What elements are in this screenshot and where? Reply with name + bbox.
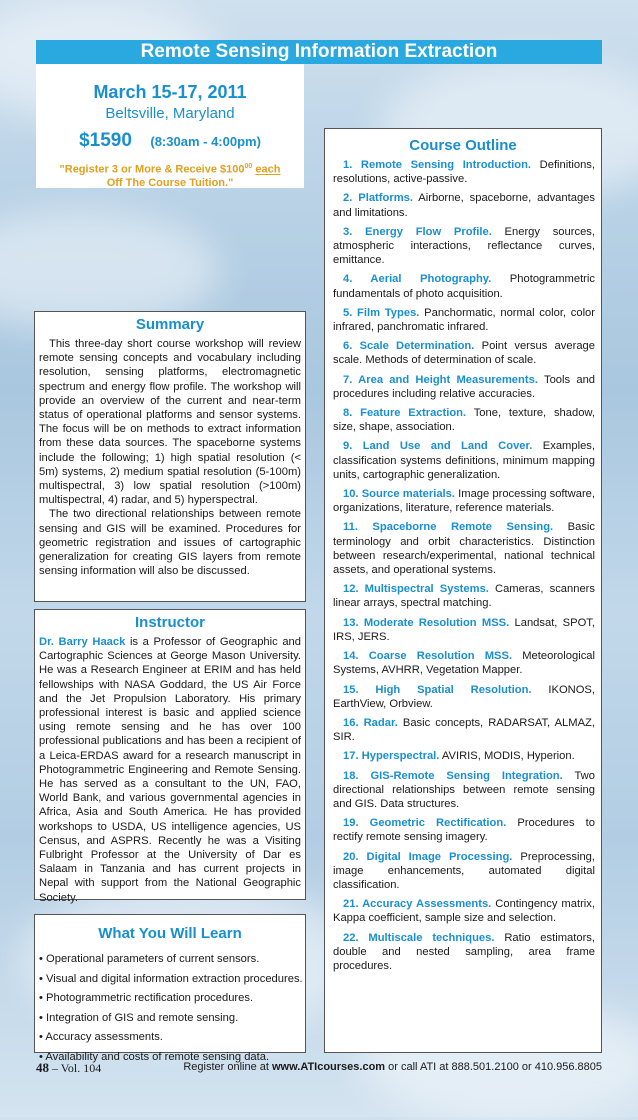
outline-item-desc: Examples, classification systems definitions, minimum mapping units, cartographic generalization.: [333, 440, 595, 481]
outline-item-desc: Image processing software, organizations, literature, reference materials.: [333, 488, 595, 515]
outline-item-title: 19. Geometric Rectification.: [343, 817, 507, 830]
outline-item-desc: Energy sources, atmospheric interactions, reflectance curves, emittance.: [333, 225, 595, 267]
instructor-heading: Instructor: [134, 614, 205, 631]
outline-item-title: 21. Accuracy Assessments.: [343, 898, 492, 911]
page-footer: [36, 1060, 602, 1076]
summary-paragraph: The two directional relationships between remote sensing and GIS will be examined. Procedures for geometric registration and issues of cartographic generalization for creating GIS layers from remote sensing information will also be discussed.: [39, 508, 301, 578]
outline-item-title: 5. Film Types.: [343, 306, 420, 319]
outline-heading: Course Outline: [409, 137, 517, 154]
outline-item-title: 1. Remote Sensing Introduction.: [343, 159, 532, 171]
list-item: [333, 616, 595, 644]
outline-item-title: 4. Aerial Photography.: [343, 273, 492, 286]
promo-line2: Off The Course Tuition.": [106, 176, 234, 189]
list-item: • Availability and costs of remote sensing data.: [39, 1050, 270, 1063]
list-item: [333, 225, 595, 268]
event-time: (8:30am - 4:00pm): [150, 134, 261, 149]
outline-item-title: 14. Coarse Resolution MSS.: [343, 650, 513, 663]
outline-item-title: 10. Source materials.: [343, 488, 455, 501]
summary-heading: Summary: [135, 316, 205, 333]
list-item: • Photogrammetric rectification procedures.: [39, 992, 254, 1004]
list-item: [333, 487, 595, 515]
outline-item-desc: Ratio estimators, double and nested sampling, area frame procedures.: [333, 931, 596, 972]
learn-heading: What You Will Learn: [98, 925, 242, 942]
register-text: Register online at: [183, 1061, 272, 1073]
outline-item-title: 2. Platforms.: [343, 192, 413, 205]
list-item: [333, 749, 595, 763]
instructor-section: [34, 609, 306, 904]
list-item: [333, 931, 595, 974]
outline-item-title: 13. Moderate Resolution MSS.: [343, 616, 510, 629]
page-num: 48: [36, 1060, 49, 1075]
list-item: [333, 582, 595, 610]
outline-item-title: 8. Feature Extraction.: [343, 407, 467, 420]
promo-each: each: [255, 163, 281, 176]
outline-item-title: 20. Digital Image Processing.: [343, 850, 513, 863]
outline-item-title: 9. Land Use and Land Cover.: [343, 440, 533, 453]
promo-line1: "Register 3 or More & Receive $100: [59, 163, 245, 176]
learn-section: [34, 914, 306, 1063]
event-promo: [36, 160, 304, 190]
outline-item-title: 11. Spaceborne Remote Sensing.: [343, 521, 554, 534]
list-item: • Visual and digital information extraction procedures.: [39, 972, 303, 985]
instructor-name: Dr. Barry Haack: [39, 636, 126, 648]
outline-item-desc: Panchormatic, normal color, color infrared, panchromatic infrared.: [333, 306, 596, 334]
learn-list: [35, 950, 305, 1067]
event-price-row: [36, 130, 304, 152]
outline-item-desc: Tools and procedures including relative accuracies.: [333, 373, 596, 400]
list-item: • Operational parameters of current sensors.: [39, 953, 260, 965]
outline-item-title: 15. High Spatial Resolution.: [343, 683, 532, 696]
register-link[interactable]: www.ATIcourses.com: [272, 1061, 386, 1073]
list-item: [333, 339, 595, 367]
outline-item-desc: IKONOS, EarthView, Orbview.: [333, 683, 595, 710]
outline-item-title: 16. Radar.: [343, 716, 398, 729]
outline-item-title: 7. Area and Height Measurements.: [343, 373, 538, 386]
outline-item-desc: Landsat, SPOT, IRS, JERS.: [333, 616, 596, 643]
outline-item-desc: Contingency matrix, Kappa coefficient, sample size and selection.: [333, 898, 595, 925]
outline-item-desc: Preprocessing, image enhancements, automated digital classification.: [333, 850, 595, 891]
list-item: [333, 769, 595, 812]
outline-item-title: 22. Multiscale techniques.: [343, 931, 495, 944]
outline-item-desc: AVIRIS, MODIS, Hyperion.: [439, 750, 575, 763]
outline-item-desc: Procedures to rectify remote sensing imagery.: [333, 817, 595, 844]
summary-section: [34, 311, 306, 602]
list-item: [333, 716, 595, 744]
list-item: • Accuracy assessments.: [39, 1031, 163, 1043]
outline-item-title: 12. Multispectral Systems.: [343, 583, 489, 596]
list-item: [333, 897, 595, 925]
list-item: [333, 272, 595, 300]
list-item: [333, 306, 595, 334]
instructor-bio: [39, 635, 301, 905]
outline-item-desc: Cameras, scanners linear arrays, spectral matching.: [333, 583, 596, 610]
list-item: • Integration of GIS and remote sensing.: [39, 1011, 239, 1024]
event-info: [36, 64, 304, 188]
list-item: [333, 649, 595, 677]
list-item: [333, 406, 595, 434]
list-item: [333, 816, 595, 844]
event-date: March 15-17, 2011: [93, 82, 247, 102]
outline-item-desc: Meteorological Systems, AVHRR, Vegetation Mapper.: [333, 650, 595, 677]
page-number: [36, 1060, 101, 1076]
event-location: Beltsville, Maryland: [105, 105, 235, 122]
outline-item-desc: Two directional relationships between remote sensing and GIS. Data structures.: [333, 769, 595, 810]
outline-item-desc: Definitions, resolutions, active-passive.: [333, 159, 595, 186]
outline-item-title: 3. Energy Flow Profile.: [343, 225, 492, 238]
list-item: [333, 850, 595, 893]
summary-paragraph: This three-day short course workshop will review remote sensing concepts and vocabulary including resolution, sensing platforms, electromagnetic spectrum and energy flow profile. The workshop will provide an overview of the current and near-term status of operational platforms and sensor systems. The focus will be on methods to extract information from these data sources. The spaceborne systems include the following; 1) high spatial resolution (< 5m) systems, 2) medium spatial resolution (5-100m) multispectral, 3) low spatial resolution (>100m) multispectral, 4) radar, and 5) hyperspectral.: [39, 338, 301, 507]
list-item: [333, 191, 595, 219]
register-info: [183, 1061, 602, 1073]
list-item: [333, 373, 595, 401]
list-item: [333, 683, 595, 711]
outline-item-desc: Airborne, spaceborne, advantages and limitations.: [333, 192, 595, 219]
promo-sup: 00: [244, 163, 253, 170]
page-title: Remote Sensing Information Extraction: [36, 40, 602, 64]
list-item: [333, 439, 595, 482]
outline-list: [325, 158, 601, 973]
event-price: $1590: [79, 130, 132, 151]
course-outline-section: [324, 128, 602, 1053]
outline-item-title: 6. Scale Determination.: [343, 340, 475, 353]
outline-item-title: 18. GIS-Remote Sensing Integration.: [343, 769, 563, 782]
instructor-bio-text: is a Professor of Geographic and Cartographic Sciences at George Mason University. He was a Research Engineer at ERIM and has held fellowships with NASA Goddard, the US Air Force and the Jet Propulsion Laboratory. His primary professional interest is basic and applied science using remote sensing and he has over 100 professional publications and has been a recipient of a Leica-ERDAS award for a research manuscript in Photogrammetric Engineering and Remote Sensing. He has served as a consultant to the UN, FAO, World Bank, and various governmental agencies in Africa, Asia and South America. He has provided workshops to USDA, US intelligence agencies, US Census, and ASPRS. Recently he was a Visiting Fulbright Professor at the University of Dar es Salaam in Tanzania and has current projects in Nepal with support from the National Geographic Society.: [39, 636, 301, 904]
volume: – Vol. 104: [49, 1061, 102, 1075]
outline-item-desc: Basic concepts, RADARSAT, ALMAZ, SIR.: [333, 716, 595, 744]
outline-item-desc: Basic terminology and orbit characteristics. Distinction between research/experimental, national technical assets, and operational systems.: [333, 521, 596, 577]
list-item: [333, 520, 595, 577]
list-item: [333, 158, 595, 186]
register-phone: or call ATI at 888.501.2100 or 410.956.8805: [385, 1061, 602, 1073]
outline-item-desc: Point versus average scale. Methods of determination of scale.: [333, 340, 595, 367]
outline-item-desc: Tone, texture, shadow, size, shape, association.: [333, 407, 595, 434]
outline-item-desc: Photogrammetric fundamentals of photo acquisition.: [333, 273, 595, 300]
outline-item-title: 17. Hyperspectral.: [343, 750, 440, 763]
